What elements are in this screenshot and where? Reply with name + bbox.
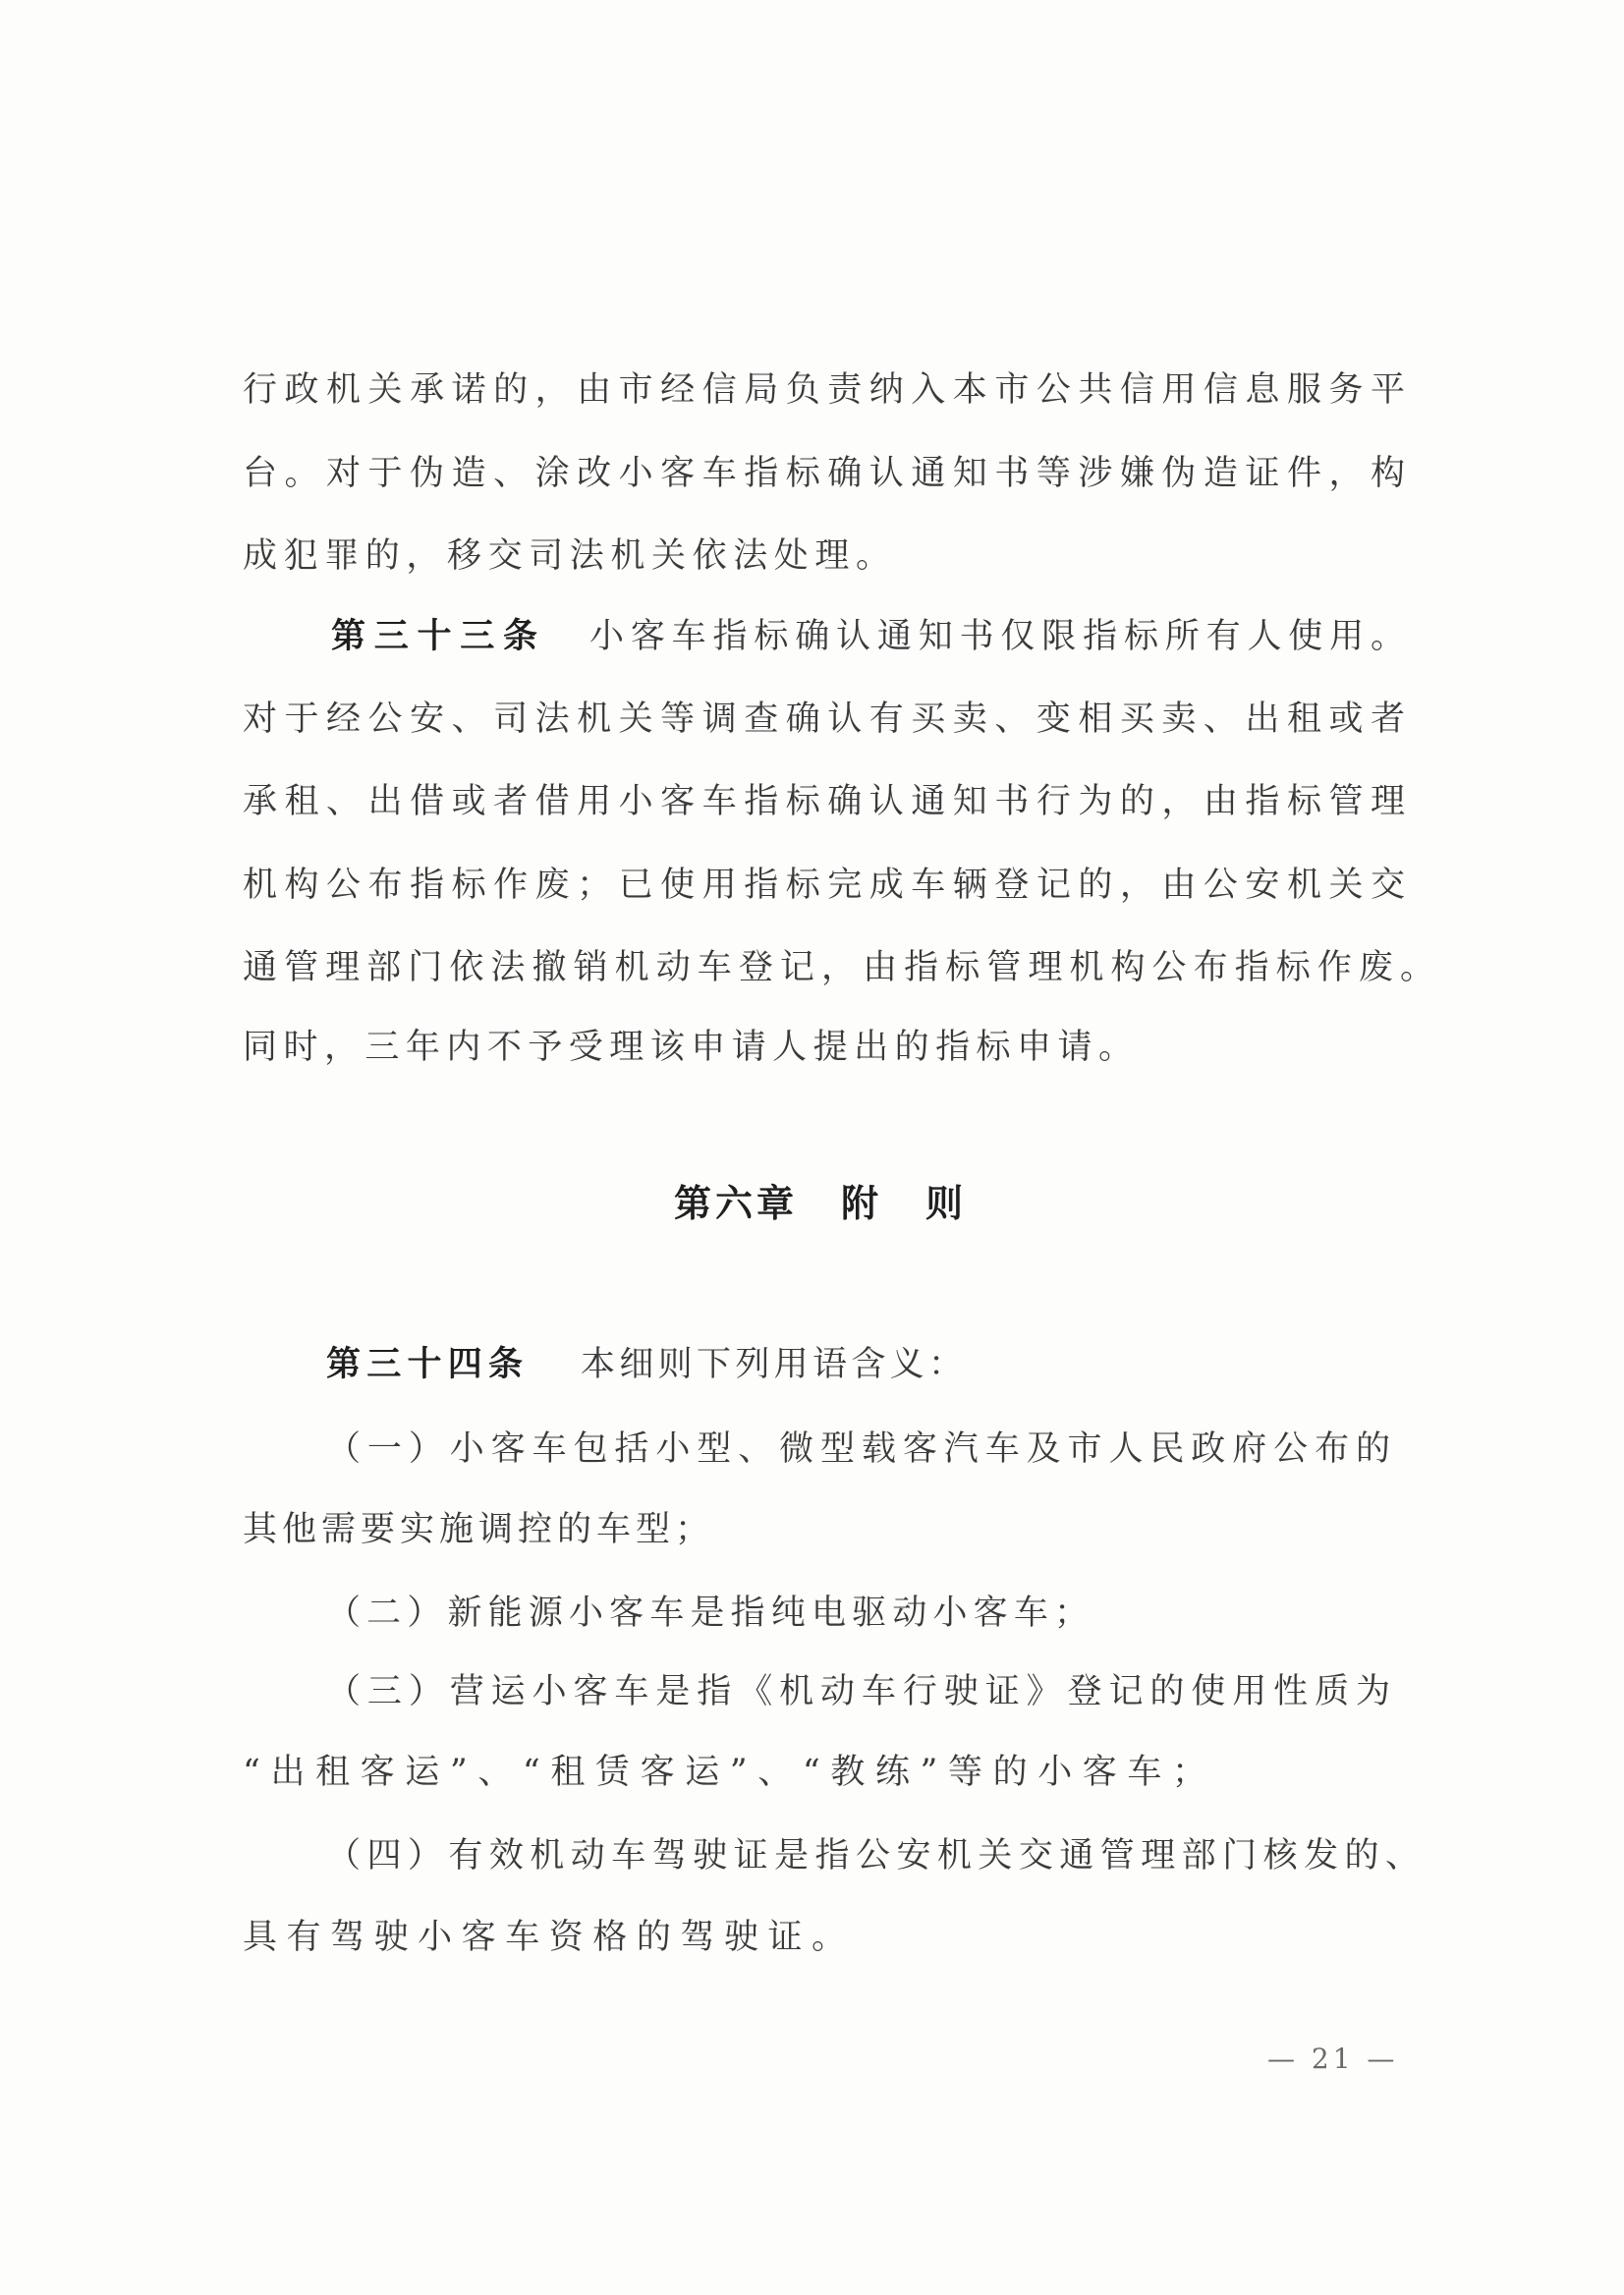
text-line: 成犯罪的，移交司法机关依法处理。: [243, 536, 890, 576]
definition-item-line: 具有驾驶小客车资格的驾驶证。: [243, 1918, 846, 1957]
article-label: 第三十三条: [331, 617, 537, 656]
page-number: — 21 —: [1267, 2043, 1399, 2075]
text-line: 承租、出借或者借用小客车指标确认通知书行为的，由指标管理: [243, 782, 1405, 821]
definition-item-line: （一）小客车包括小型、微型载客汽车及市人民政府公布的: [326, 1429, 1390, 1469]
chapter-title: 附 则: [841, 1182, 963, 1225]
text-line: 本细则下列用语含义：: [581, 1345, 963, 1384]
text-line: 通管理部门依法撤销机动车登记，由指标管理机构公布指标作废。: [243, 948, 1434, 987]
article-34-first-line: [326, 1341, 963, 1388]
definition-item-line: “出租客运”、“租赁客运”、“教练”等的小客车；: [243, 1753, 1206, 1792]
definition-item-line: 其他需要实施调控的车型；: [243, 1510, 709, 1549]
text-line: 台。对于伪造、涂改小客车指标确认通知书等涉嫌伪造证件，构: [243, 454, 1405, 493]
chapter-heading: [674, 1178, 963, 1229]
text-line: 同时，三年内不予受理该申请人提出的指标申请。: [243, 1028, 1133, 1067]
chapter-number: 第六章: [674, 1182, 794, 1225]
definition-item-line: （三）营运小客车是指《机动车行驶证》登记的使用性质为: [326, 1672, 1390, 1711]
text-line: 行政机关承诺的，由市经信局负责纳入本市公共信用信息服务平: [243, 370, 1405, 410]
definition-item-line: （四）有效机动车驾驶证是指公安机关交通管理部门核发的、: [326, 1836, 1420, 1875]
definition-item-line: （二）新能源小客车是指纯电驱动小客车；: [326, 1594, 1089, 1633]
text-line: 对于经公安、司法机关等调查确认有买卖、变相买卖、出租或者: [243, 700, 1405, 739]
text-line: 机构公布指标作废；已使用指标完成车辆登记的，由公安机关交: [243, 866, 1405, 905]
article-label: 第三十四条: [326, 1345, 523, 1384]
article-33-first-line: [331, 613, 1405, 660]
text-line: 小客车指标确认通知书仅限指标所有人使用。: [589, 617, 1405, 656]
